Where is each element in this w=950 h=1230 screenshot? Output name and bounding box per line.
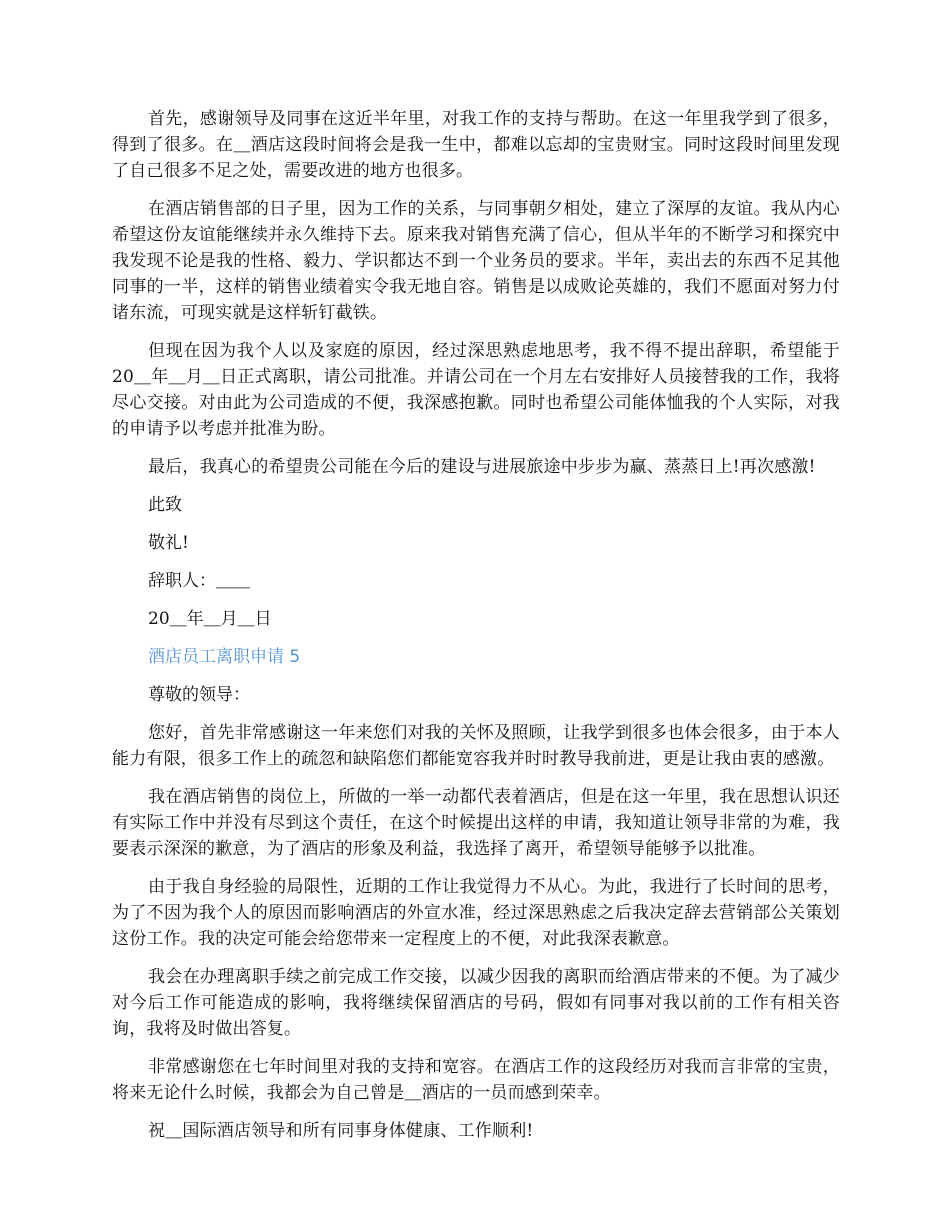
- greeting-line: 尊敬的领导：: [148, 685, 250, 705]
- paragraph-gratitude: 您好，首先非常感谢这一年来您们对我的关怀及照顾，让我学到很多也体会很多，由于本人能力有限，很多工作上的疏忽和缺陷您们都能宽容我并时时教导我前进，更是让我由衷的感激。: [112, 723, 840, 769]
- paragraph-sales-department: 在酒店销售部的日子里，因为工作的关系，与同事朝夕相处，建立了深厚的友谊。我从内心希望这份友谊能继续并永久维持下去。原来我对销售充满了信心，但从半年的不断学习和探究中我发现不论是我的性格、毅力、学识都达不到一个业务员的要求。半年，卖出去的东西不足其他同事的一半，这样的销售业绩着实令我无地自容。销售是以成败论英雄的，我们不愿面对努力付诸东流，可现实就是这样斩钉截铁。: [112, 199, 840, 323]
- paragraph-resignation-reason: 但现在因为我个人以及家庭的原因，经过深思熟虑地思考，我不得不提出辞职，希望能于 20＿年＿月＿日正式离职，请公司批准。并请公司在一个月左右安排好人员接替我的工作，我将尽心交接。对由此为公司造成的不便，我深感抱歉。同时也希望公司能体恤我的个人实际，对我的申请予以考虑并批准为盼。: [112, 341, 840, 439]
- paragraph-thanks: 首先，感谢领导及同事在这近半年里，对我工作的支持与帮助。在这一年里我学到了很多，得到了很多。在＿酒店这段时间将会是我一生中，都难以忘却的宝贵财宝。同时这段时间里发现了自己很多不足之处，需要改进的地方也很多。: [112, 109, 840, 181]
- paragraph-handover: 我会在办理离职手续之前完成工作交接，以减少因我的离职而给酒店带来的不便。为了减少对今后工作可能造成的影响，我将继续保留酒店的号码，假如有同事对我以前的工作有相关咨询，我将及时做出答复。: [112, 967, 840, 1039]
- date-line: 20＿年＿月＿日: [148, 609, 272, 629]
- signature-line: 辞职人：＿＿: [148, 571, 250, 591]
- salute-line: 敬礼!: [148, 533, 189, 553]
- document-page: [112, 106, 840, 1156]
- paragraph-position: 我在酒店销售的岗位上，所做的一举一动都代表着酒店，但是在这一年里，我在思想认识还有实际工作中并没有尽到这个责任，在这个时候提出这样的申请，我知道让领导非常的为难，我要表示深深的歉意，为了酒店的形象及利益，我选择了离开，希望领导能够予以批准。: [112, 787, 840, 859]
- paragraph-blessing: 祝＿国际酒店领导和所有同事身体健康、工作顺利!: [148, 1121, 534, 1141]
- section-heading: 酒店员工离职申请 5: [148, 647, 301, 667]
- paragraph-limitations: 由于我自身经验的局限性，近期的工作让我觉得力不从心。为此，我进行了长时间的思考，为了不因为我个人的原因而影响酒店的外宣水准，经过深思熟虑之后我决定辞去营销部公关策划这份工作。我的决定可能会给您带来一定程度上的不便，对此我深表歉意。: [112, 877, 840, 949]
- paragraph-final-wishes: 最后，我真心的希望贵公司能在今后的建设与进展旅途中步步为赢、蒸蒸日上!再次感激!: [148, 457, 816, 477]
- closing-line: 此致: [148, 495, 182, 515]
- paragraph-appreciation: 非常感谢您在七年时间里对我的支持和宽容。在酒店工作的这段经历对我而言非常的宝贵，将来无论什么时候，我都会为自己曾是＿酒店的一员而感到荣幸。: [112, 1057, 840, 1103]
